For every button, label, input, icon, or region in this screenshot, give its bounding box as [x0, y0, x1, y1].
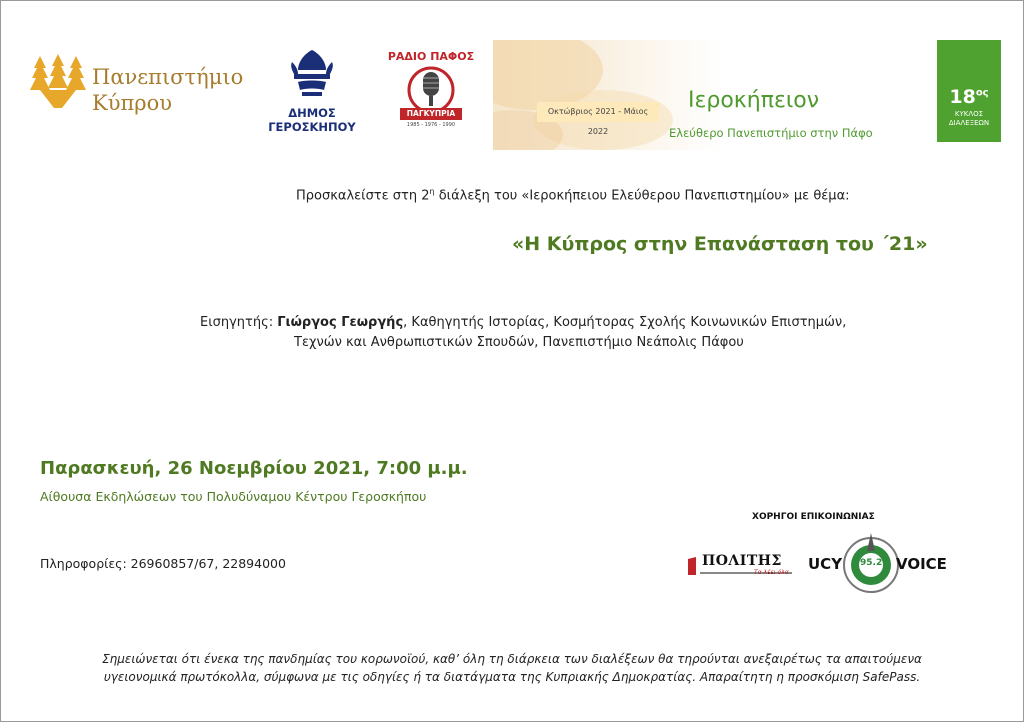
- polites-logo: [684, 527, 796, 599]
- university-name: [92, 64, 243, 116]
- banner-subtitle: Ελεύθερο Πανεπιστήμιο στην Πάφο: [669, 126, 873, 140]
- ucy-voice-logo: [808, 527, 947, 599]
- municipality-line2: ΓΕΡΟΣΚΗΠΟΥ: [268, 120, 356, 134]
- municipality-line1: ΔΗΜΟΣ: [288, 106, 336, 120]
- cycle-label-line2: ΔΙΑΛΕΞΕΩΝ: [948, 119, 990, 127]
- university-name-line2: Κύπρου: [92, 91, 173, 115]
- contact-info: Πληροφορίες: 26960857/67, 22894000: [40, 556, 286, 571]
- invitation-text: Προσκαλείστε στη $2^\eta$ διάλεξη του «Ιεροκήπειου Ελεύθερου Πανεπιστημίου» με θέμα:: [296, 187, 850, 204]
- ucy-voice-left: UCY: [808, 555, 843, 573]
- radio-name: ΡΑΔΙΟ ΠΑΦΟΣ: [387, 50, 475, 63]
- sponsors-title: ΧΟΡΗΓΟΙ ΕΠΙΚΟΙΝΩΝΙΑΣ: [752, 512, 875, 522]
- municipality-text: [262, 106, 362, 134]
- cycle-badge: [937, 40, 1001, 142]
- banner-title: Ιεροκήπειον: [688, 88, 820, 113]
- lecture-title: «Η Κύπρος στην Επανάσταση του ΄21»: [512, 233, 928, 255]
- polites-tagline: Τα λέει όλα: [754, 569, 789, 576]
- cycle-label: [937, 110, 1001, 128]
- municipality-logo: [262, 44, 362, 134]
- cycle-number: $18^{o\varsigma}$: [949, 86, 989, 108]
- speaker-role-line1: , Καθηγητής Ιστορίας, Κοσμήτορας Σχολής Κοινωνικών Επιστημών,: [403, 315, 847, 330]
- covid-note-line1: Σημειώνεται ότι ένεκα της πανδημίας του κορωνοϊού, καθ’ όλη τη διάρκεια των διαλέξεων θα τηρούνται ανεξαιρέτως τα απαιτούμενα: [102, 652, 922, 666]
- cycle-label-line1: ΚΥΚΛΟΣ: [954, 110, 984, 118]
- polites-name: ΠΟΛΙΤΗΣ: [702, 553, 782, 569]
- lecture-series-banner: [493, 40, 1001, 150]
- speaker-info: [200, 313, 980, 353]
- speaker-label: Εισηγητής:: [200, 315, 278, 330]
- cypress-trees-icon: [26, 52, 90, 112]
- radio-years: 1985 - 1976 - 1990: [406, 122, 456, 128]
- radio-band: ΠΑΓΚΥΠΡΙΑ: [400, 108, 462, 120]
- speaker-role-line2: Τεχνών και Ανθρωπιστικών Σπουδών, Πανεπιστήμιο Νεάπολις Πάφου: [294, 335, 744, 350]
- municipality-emblem-icon: [282, 44, 342, 104]
- ucy-voice-frequency: 95.2: [860, 558, 883, 568]
- microphone-icon: [404, 64, 458, 112]
- radio-pafos-logo: [384, 50, 478, 136]
- covid-note: [40, 650, 984, 686]
- banner-dates: Οκτώβριος 2021 - Μάιος 2022: [537, 102, 659, 122]
- event-date: Παρασκευή, 26 Νοεμβρίου 2021, 7:00 μ.μ.: [40, 458, 468, 479]
- ucy-voice-right: VOICE: [896, 555, 947, 573]
- covid-note-line2: υγειονομικά πρωτόκολλα, σύμφωνα με τις οδηγίες ή τα διατάγματα της Κυπριακής Δημοκρατίας. Απαραίτητη η προσκόμιση SafePass.: [103, 670, 921, 684]
- event-venue: Αίθουσα Εκδηλώσεων του Πολυδύναμου Κέντρου Γεροσκήπου: [40, 489, 427, 504]
- speaker-name: Γιώργος Γεωργής: [277, 315, 404, 330]
- university-name-line1: Πανεπιστήμιο: [92, 65, 244, 89]
